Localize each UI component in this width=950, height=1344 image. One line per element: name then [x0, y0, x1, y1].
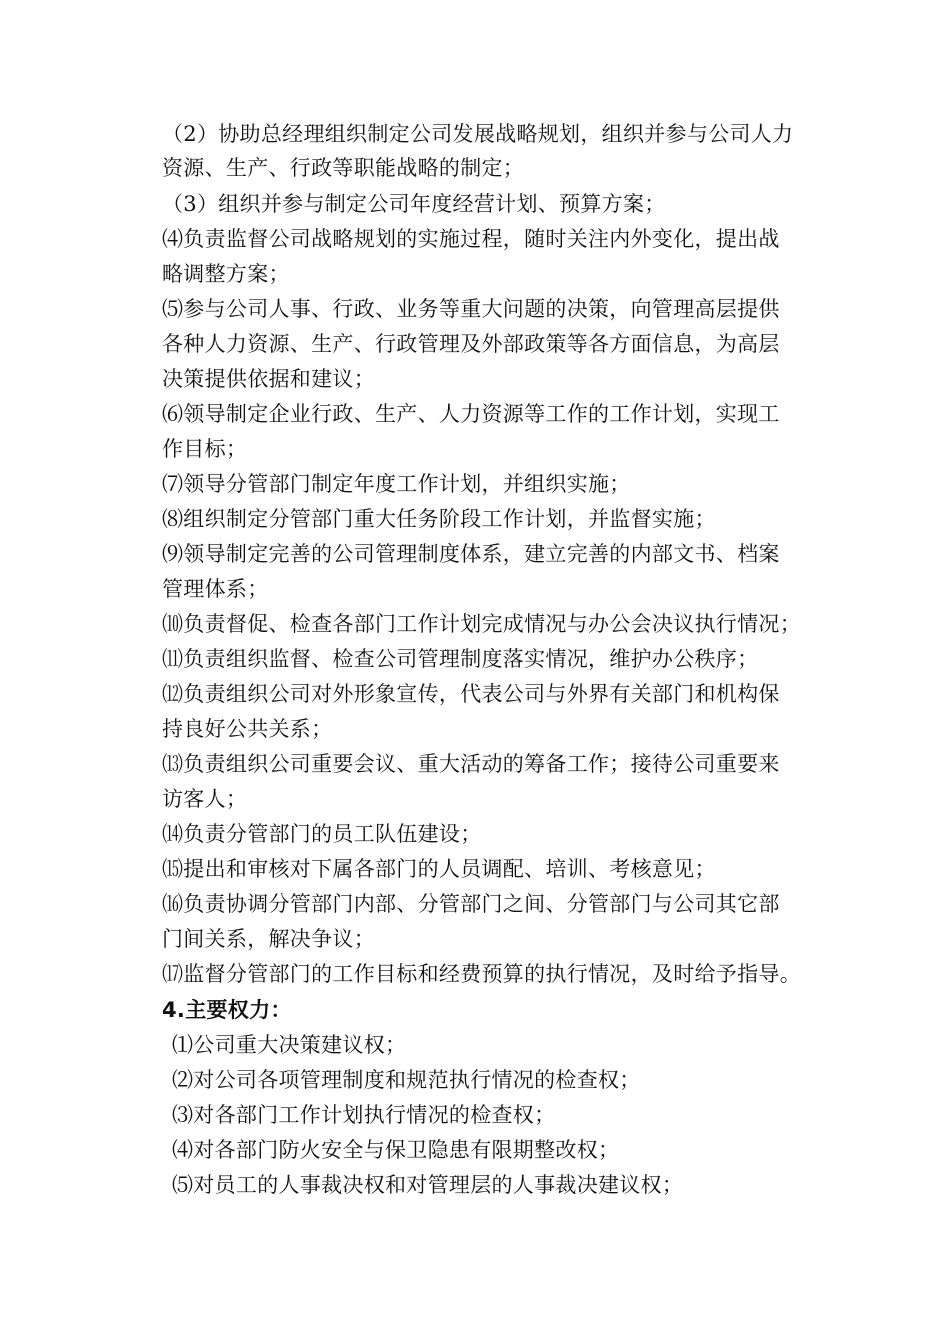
- section-heading-main-powers: 4.主要权力：: [162, 998, 292, 1022]
- duty-item-16-cont: 门间关系，解决争议；: [162, 927, 375, 951]
- duty-item-5: ⑸参与公司人事、行政、业务等重大问题的决策，向管理高层提供: [162, 297, 780, 321]
- duty-item-6: ⑹领导制定企业行政、生产、人力资源等工作的工作计划，实现工: [162, 402, 780, 426]
- duty-item-14: ⒁负责分管部门的员工队伍建设；: [162, 822, 482, 846]
- duty-item-17: ⒄监督分管部门的工作目标和经费预算的执行情况，及时给予指导。: [162, 962, 801, 986]
- duty-item-11: ⑾负责组织监督、检查公司管理制度落实情况，维护办公秩序；: [162, 647, 759, 671]
- duty-item-12-cont: 持良好公共关系；: [162, 717, 333, 741]
- power-item-4: ⑷对各部门防火安全与保卫隐患有限期整改权；: [172, 1138, 620, 1162]
- duty-item-3: （3）组织并参与制定公司年度经营计划、预算方案；: [162, 192, 666, 216]
- duty-item-8: ⑻组织制定分管部门重大任务阶段工作计划，并监督实施；: [162, 507, 716, 531]
- power-item-2: ⑵对公司各项管理制度和规范执行情况的检查权；: [172, 1068, 641, 1092]
- duty-item-13: ⒀负责组织公司重要会议、重大活动的筹备工作；接待公司重要来: [162, 752, 780, 776]
- duty-item-10: ⑽负责督促、检查各部门工作计划完成情况与办公会决议执行情况；: [162, 612, 801, 636]
- duty-item-9-cont: 管理体系；: [162, 577, 269, 601]
- duty-item-12: ⑿负责组织公司对外形象宣传，代表公司与外界有关部门和机构保: [162, 682, 780, 706]
- duty-item-4-cont: 略调整方案；: [162, 262, 290, 286]
- duty-item-6-cont: 作目标；: [162, 437, 248, 461]
- duty-item-16: ⒃负责协调分管部门内部、分管部门之间、分管部门与公司其它部: [162, 892, 780, 916]
- power-item-1: ⑴公司重大决策建议权；: [172, 1033, 407, 1057]
- duty-item-15: ⒂提出和审核对下属各部门的人员调配、培训、考核意见；: [162, 857, 716, 881]
- duty-item-13-cont: 访客人；: [162, 787, 248, 811]
- power-item-5: ⑸对员工的人事裁决权和对管理层的人事裁决建议权；: [172, 1173, 684, 1197]
- duty-item-7: ⑺领导分管部门制定年度工作计划，并组织实施；: [162, 472, 631, 496]
- duty-item-2: （2）协助总经理组织制定公司发展战略规划，组织并参与公司人力: [162, 122, 794, 146]
- duty-item-2-cont: 资源、生产、行政等职能战略的制定；: [162, 156, 525, 180]
- duty-item-4: ⑷负责监督公司战略规划的实施过程，随时关注内外变化，提出战: [162, 227, 780, 251]
- duty-item-5-cont: 各种人力资源、生产、行政管理及外部政策等各方面信息，为高层: [162, 332, 780, 356]
- power-item-3: ⑶对各部门工作计划执行情况的检查权；: [172, 1103, 556, 1127]
- duty-item-9: ⑼领导制定完善的公司管理制度体系，建立完善的内部文书、档案: [162, 542, 780, 566]
- duty-item-5-cont2: 决策提供依据和建议；: [162, 367, 375, 391]
